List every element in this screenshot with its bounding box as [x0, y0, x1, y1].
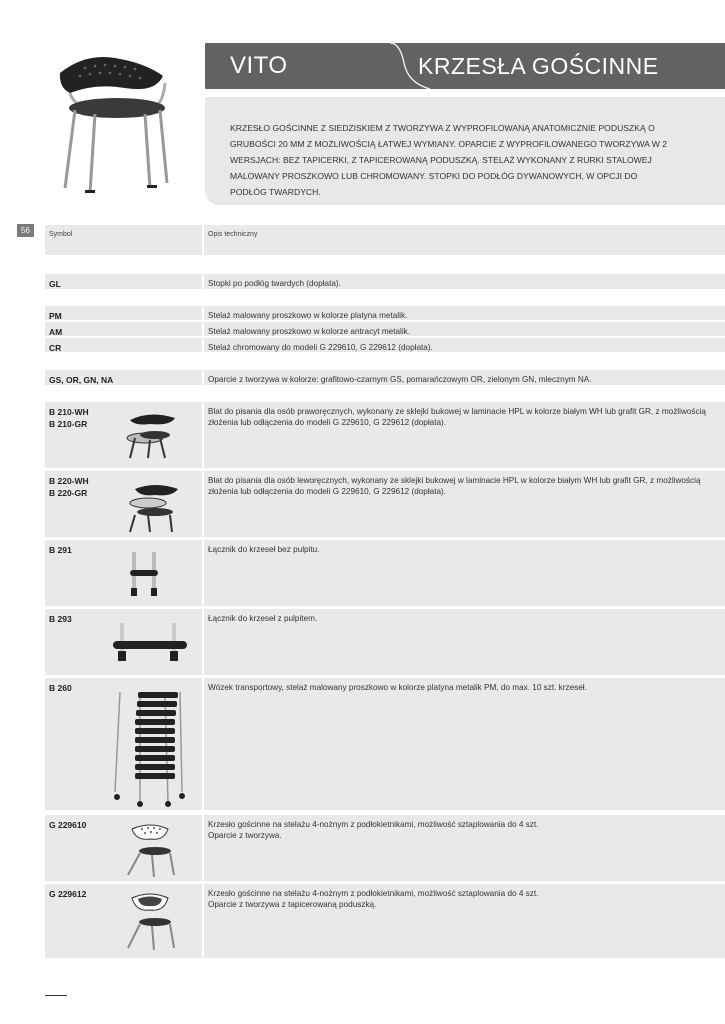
- row-symbol: GS, OR, GN, NA: [49, 375, 114, 385]
- table-row: [45, 471, 725, 537]
- row-description: Łącznik do krzeseł bez pulpitu.: [208, 545, 320, 554]
- row-symbol: B 293: [49, 614, 72, 624]
- table-row: [45, 370, 725, 385]
- row-symbol: B 260: [49, 683, 72, 693]
- table-row: [45, 322, 725, 336]
- row-description: Stelaż chromowany do modeli G 229610, G 229612 (dopłata).: [208, 343, 433, 352]
- row-description: Blat do pisania dla osób leworęcznych, wykonany ze sklejki bukowej w laminacie HPL w kolorze białym WH lub grafit GR, z możliwością złożenia lub odłączenia do modeli G 229610, G 229612 (dopłata).: [208, 476, 701, 496]
- guest-chair-plastic-back-image: [120, 819, 180, 879]
- table-row: [45, 402, 725, 468]
- row-description: Wózek transportowy, stelaż malowany proszkowo w kolorze platyna metalik PM, do max. 10 szt. krzeseł.: [208, 683, 587, 692]
- table-header: [45, 225, 725, 255]
- table-row: [45, 338, 725, 352]
- row-description: Krzesło gościnne na stelażu 4-nożnym z podłokietnikami, możliwość sztaplowania do 4 szt. Oparcie z tworzywa.: [208, 820, 539, 840]
- product-description: KRZESŁO GOŚCINNE Z SIEDZISKIEM Z TWORZYWA Z WYPROFILOWANĄ ANATOMICZNIE PODUSZKĄ O GRUBOŚCI 20 MM Z MOŻLIWOŚCIĄ ŁATWEJ WYMIANY. OPARCIE Z WYPROFILOWANEGO TWORZYWA W 2 WERSJACH: BEZ TAPICERKI, Z TAPICEROWANĄ PODUSZKĄ. STELAŻ WYKONANY Z RURKI STALOWEJ MALOWANY PROSZKOWO LUB CHROMOWANY. STOPKI DO PODŁÓG DYWANOWYCH, W OPCJI DO PODŁÓG TWARDYCH.: [230, 123, 668, 197]
- row-symbol: CR: [49, 343, 62, 353]
- table-row: [45, 678, 725, 810]
- writing-tablet-right-image: [120, 408, 185, 462]
- row-description: Blat do pisania dla osób praworęcznych, wykonany ze sklejki bukowej w laminacie HPL w kolorze białym WH lub grafit GR, z możliwością złożenia lub odłączenia do modeli G 229610, G 229612 (dopłata).: [208, 407, 706, 427]
- table-row: [45, 609, 725, 675]
- row-description: Łącznik do krzeseł z pulpitem.: [208, 614, 318, 623]
- row-symbol: G 229612: [49, 889, 87, 899]
- row-description: Stopki po podłóg twardych (dopłata).: [208, 279, 341, 288]
- row-description: Stelaż malowany proszkowo w kolorze antracyt metalik.: [208, 327, 411, 336]
- page-number: 56: [17, 224, 34, 237]
- column-description-header: Opis techniczny: [208, 231, 258, 238]
- category-title: KRZESŁA GOŚCINNE: [418, 53, 659, 79]
- table-row: [45, 540, 725, 606]
- table-row: [45, 274, 725, 289]
- product-title: VITO: [230, 52, 288, 79]
- row-symbol: B 220-WH B 220-GR: [49, 476, 89, 498]
- row-symbol: GL: [49, 279, 61, 289]
- row-symbol: AM: [49, 327, 63, 337]
- footer-line: [45, 995, 67, 996]
- row-description: Stelaż malowany proszkowo w kolorze platyna metalik.: [208, 311, 408, 320]
- row-description: Oparcie z tworzywa w kolorze: grafitowo-czarnym GS, pomarańczowym OR, zielonym GN, mlecznym NA.: [208, 375, 592, 384]
- column-symbol-header: Symbol: [49, 231, 73, 238]
- connector-without-desk-image: [125, 550, 165, 598]
- row-symbol: B 291: [49, 545, 72, 555]
- row-symbol: G 229610: [49, 820, 87, 830]
- transport-trolley-image: [110, 682, 190, 808]
- row-symbol: B 210-WH B 210-GR: [49, 407, 89, 429]
- connector-with-desk-image: [110, 621, 190, 667]
- table-row: [45, 815, 725, 881]
- table-row: [45, 884, 725, 958]
- writing-tablet-left-image: [120, 477, 185, 535]
- hero-chair-image: [55, 48, 185, 198]
- description-box: [205, 97, 725, 205]
- guest-chair-upholstered-back-image: [120, 888, 180, 952]
- row-symbol: PM: [49, 311, 62, 321]
- header-bar: [205, 43, 725, 89]
- table-row: [45, 306, 725, 320]
- row-description: Krzesło gościnne na stelażu 4-nożnym z podłokietnikami, możliwość sztaplowania do 4 szt. Oparcie z tworzywa z tapicerowaną poduszką.: [208, 889, 539, 909]
